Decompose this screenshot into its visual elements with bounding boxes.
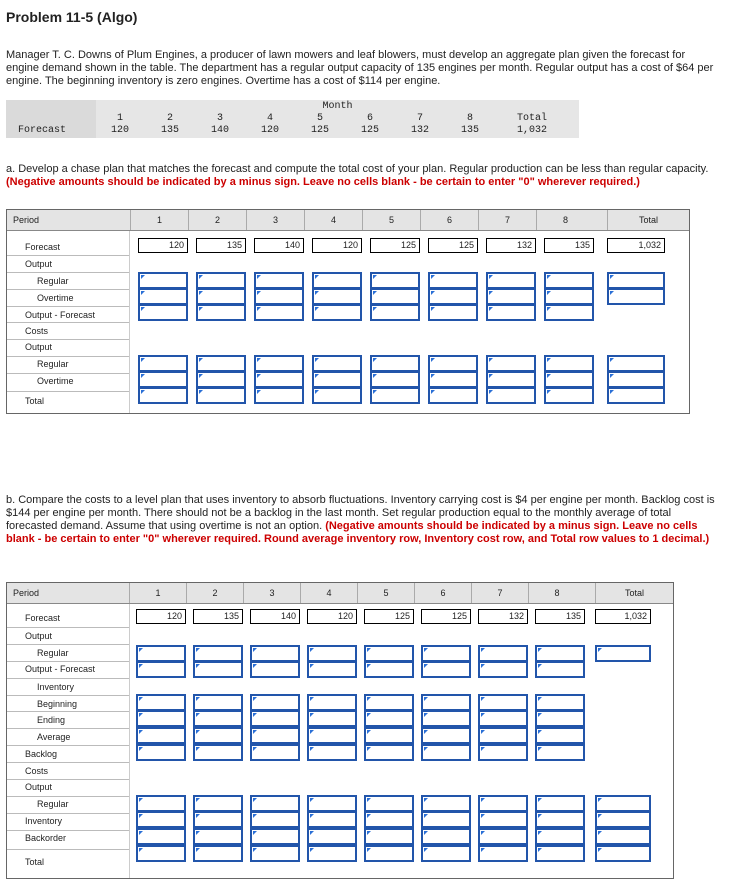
forecast-cell: 120 — [307, 609, 357, 624]
answer-input[interactable] — [307, 828, 357, 845]
answer-input[interactable] — [535, 795, 585, 812]
forecast-value: 132 — [410, 125, 429, 136]
answer-input[interactable] — [250, 795, 300, 812]
answer-input[interactable] — [254, 272, 304, 289]
answer-input[interactable] — [478, 645, 528, 662]
answer-input[interactable] — [544, 371, 594, 388]
answer-input[interactable] — [307, 661, 357, 678]
overtime-cost-label: Overtime — [37, 376, 74, 386]
total-input[interactable] — [607, 371, 665, 388]
period-number: 6 — [366, 113, 373, 124]
header-period-1: 1 — [129, 583, 186, 603]
answer-input[interactable] — [312, 288, 362, 305]
answer-input[interactable] — [535, 694, 585, 711]
answer-input[interactable] — [428, 387, 478, 404]
header-period-4: 4 — [304, 210, 362, 230]
total-input[interactable] — [607, 387, 665, 404]
forecast-value: 135 — [460, 125, 479, 136]
forecast-label: Forecast — [25, 613, 61, 623]
output-forecast-label: Output - Forecast — [25, 310, 96, 320]
answer-input[interactable] — [421, 727, 471, 744]
answer-input[interactable] — [544, 272, 594, 289]
answer-input[interactable] — [535, 845, 585, 862]
answer-input[interactable] — [364, 661, 414, 678]
answer-input[interactable] — [138, 288, 188, 305]
part-a-text: a. Develop a chase plan that matches the forecast and compute the total cost of your plan. Regular production can be less than regular capacity. (Negative amounts should be indicated by a minus sign. Leave no cells blank - be certain to enter "0" wherever required.) — [6, 163, 709, 188]
answer-input[interactable] — [370, 272, 420, 289]
answer-input[interactable] — [478, 795, 528, 812]
total-input[interactable] — [595, 811, 651, 828]
forecast-cell: 135 — [196, 238, 246, 253]
answer-input[interactable] — [544, 304, 594, 321]
answer-input[interactable] — [364, 710, 414, 727]
answer-input[interactable] — [364, 694, 414, 711]
answer-input[interactable] — [138, 272, 188, 289]
forecast-value: 125 — [360, 125, 379, 136]
header-period-5: 5 — [362, 210, 420, 230]
total-header: Total — [516, 113, 547, 124]
row-divider — [7, 779, 129, 780]
answer-input[interactable] — [136, 795, 186, 812]
costs-label: Costs — [25, 766, 49, 776]
answer-input[interactable] — [364, 727, 414, 744]
regular-label: Regular — [37, 276, 69, 286]
header-period: Period — [13, 588, 40, 598]
period-number: 1 — [116, 113, 123, 124]
header-total: Total — [595, 583, 673, 603]
ending-label: Ending — [37, 715, 66, 725]
answer-input[interactable] — [250, 845, 300, 862]
forecast-cell: 140 — [250, 609, 300, 624]
header-period-3: 3 — [243, 583, 300, 603]
backlog-label: Backlog — [25, 749, 58, 759]
answer-input[interactable] — [196, 355, 246, 372]
inventory-label: Inventory — [37, 682, 75, 692]
problem-title: Problem 11-5 (Algo) — [6, 9, 138, 25]
answer-input[interactable] — [307, 727, 357, 744]
forecast-cell: 125 — [428, 238, 478, 253]
answer-input[interactable] — [421, 811, 471, 828]
answer-input[interactable] — [370, 371, 420, 388]
forecast-cell: 120 — [136, 609, 186, 624]
answer-input[interactable] — [478, 811, 528, 828]
header-period-6: 6 — [414, 583, 471, 603]
answer-input[interactable] — [136, 661, 186, 678]
answer-input[interactable] — [421, 661, 471, 678]
row-divider — [7, 711, 129, 712]
answer-input[interactable] — [535, 710, 585, 727]
answer-input[interactable] — [421, 710, 471, 727]
header-period-8: 8 — [528, 583, 585, 603]
total-input[interactable] — [595, 828, 651, 845]
column-divider — [129, 231, 130, 413]
row-divider — [7, 678, 129, 679]
answer-input[interactable] — [193, 795, 243, 812]
row-divider — [7, 627, 129, 628]
forecast-cell: 125 — [364, 609, 414, 624]
header-period-7: 7 — [478, 210, 536, 230]
header-period-4: 4 — [300, 583, 357, 603]
total-label: Total — [25, 857, 45, 867]
answer-input[interactable] — [428, 288, 478, 305]
answer-input[interactable] — [478, 727, 528, 744]
answer-input[interactable] — [478, 710, 528, 727]
answer-input[interactable] — [370, 355, 420, 372]
answer-input[interactable] — [254, 288, 304, 305]
part-b-text: b. Compare the costs to a level plan that uses inventory to absorb fluctuations. Inventory carrying cost is $4 per engine per month. Backlog cost is $144 per engine per month. There should not be a backlog in the last month. Set regular production equal to the monthly average of total forecasted demand. Assume that using overtime is not an option. (Negative amounts should be indicated by a minus sign. Leave no cells blank - be certain to enter "0" wherever required. Round average inventory row, Inventory cost row, and Total row values to 1 decimal.) — [6, 494, 715, 545]
answer-input[interactable] — [312, 371, 362, 388]
regular-cost-label: Regular — [37, 799, 69, 809]
period-number: 7 — [416, 113, 423, 124]
forecast-total-cell: 1,032 — [595, 609, 651, 624]
row-divider — [7, 796, 129, 797]
answer-input[interactable] — [364, 645, 414, 662]
answer-input[interactable] — [421, 744, 471, 761]
answer-input[interactable] — [254, 355, 304, 372]
answer-input[interactable] — [193, 828, 243, 845]
answer-input[interactable] — [136, 811, 186, 828]
answer-input[interactable] — [138, 371, 188, 388]
answer-input[interactable] — [370, 288, 420, 305]
answer-input[interactable] — [535, 645, 585, 662]
total-input[interactable] — [595, 845, 651, 862]
answer-input[interactable] — [138, 304, 188, 321]
answer-input[interactable] — [535, 828, 585, 845]
answer-input[interactable] — [250, 828, 300, 845]
forecast-table — [6, 100, 579, 138]
row-divider — [7, 272, 129, 273]
row-divider — [7, 813, 129, 814]
period-number: 5 — [316, 113, 323, 124]
chase-plan-table — [6, 209, 690, 414]
costs-label: Costs — [25, 326, 49, 336]
header-period-7: 7 — [471, 583, 528, 603]
answer-input[interactable] — [421, 828, 471, 845]
answer-input[interactable] — [421, 694, 471, 711]
answer-input[interactable] — [486, 304, 536, 321]
row-divider — [7, 322, 129, 323]
answer-input[interactable] — [193, 645, 243, 662]
answer-input[interactable] — [196, 272, 246, 289]
output-label: Output — [25, 259, 53, 269]
answer-input[interactable] — [250, 645, 300, 662]
answer-input[interactable] — [478, 828, 528, 845]
answer-input[interactable] — [136, 744, 186, 761]
answer-input[interactable] — [364, 845, 414, 862]
answer-input[interactable] — [307, 710, 357, 727]
answer-input[interactable] — [312, 355, 362, 372]
total-input[interactable] — [607, 288, 665, 305]
answer-input[interactable] — [307, 744, 357, 761]
total-input[interactable] — [607, 272, 665, 289]
answer-input[interactable] — [486, 355, 536, 372]
row-divider — [7, 255, 129, 256]
answer-input[interactable] — [421, 795, 471, 812]
answer-input[interactable] — [196, 288, 246, 305]
header-period-2: 2 — [186, 583, 243, 603]
total-input[interactable] — [595, 645, 651, 662]
answer-input[interactable] — [193, 845, 243, 862]
row-divider — [7, 695, 129, 696]
overtime-label: Overtime — [37, 293, 74, 303]
column-divider — [129, 604, 130, 878]
answer-input[interactable] — [193, 710, 243, 727]
answer-input[interactable] — [136, 845, 186, 862]
answer-input[interactable] — [478, 661, 528, 678]
total-input[interactable] — [607, 355, 665, 372]
answer-input[interactable] — [535, 744, 585, 761]
answer-input[interactable] — [250, 811, 300, 828]
forecast-total: 1,032 — [516, 125, 547, 136]
answer-input[interactable] — [250, 694, 300, 711]
header-total: Total — [607, 210, 689, 230]
row-divider — [7, 644, 129, 645]
answer-input[interactable] — [364, 811, 414, 828]
answer-input[interactable] — [136, 694, 186, 711]
answer-input[interactable] — [250, 727, 300, 744]
output-label: Output — [25, 631, 53, 641]
period-number: 4 — [266, 113, 273, 124]
answer-input[interactable] — [136, 710, 186, 727]
header-period-3: 3 — [246, 210, 304, 230]
answer-input[interactable] — [486, 272, 536, 289]
header-period: Period — [13, 215, 40, 225]
answer-input[interactable] — [193, 727, 243, 744]
regular-cost-label: Regular — [37, 359, 69, 369]
answer-input[interactable] — [478, 694, 528, 711]
answer-input[interactable] — [421, 645, 471, 662]
forecast-value: 120 — [110, 125, 129, 136]
answer-input[interactable] — [428, 304, 478, 321]
answer-input[interactable] — [193, 694, 243, 711]
output-forecast-label: Output - Forecast — [25, 664, 96, 674]
forecast-cell: 132 — [478, 609, 528, 624]
answer-input[interactable] — [250, 661, 300, 678]
answer-input[interactable] — [307, 845, 357, 862]
forecast-cell: 125 — [370, 238, 420, 253]
answer-input[interactable] — [364, 795, 414, 812]
forecast-total-cell: 1,032 — [607, 238, 665, 253]
header-period-5: 5 — [357, 583, 414, 603]
answer-input[interactable] — [364, 828, 414, 845]
regular-label: Regular — [37, 648, 69, 658]
answer-input[interactable] — [254, 387, 304, 404]
answer-input[interactable] — [364, 744, 414, 761]
answer-input[interactable] — [544, 387, 594, 404]
forecast-value: 120 — [260, 125, 279, 136]
forecast-value: 125 — [310, 125, 329, 136]
total-label: Total — [25, 396, 45, 406]
answer-input[interactable] — [307, 694, 357, 711]
answer-input[interactable] — [486, 371, 536, 388]
beginning-label: Beginning — [37, 699, 78, 709]
forecast-cell: 120 — [312, 238, 362, 253]
row-divider — [7, 728, 129, 729]
inventory-cost-label: Inventory — [25, 816, 63, 826]
answer-input[interactable] — [307, 795, 357, 812]
forecast-cell: 135 — [535, 609, 585, 624]
forecast-label: Forecast — [25, 242, 61, 252]
answer-input[interactable] — [535, 727, 585, 744]
answer-input[interactable] — [486, 288, 536, 305]
forecast-cell: 132 — [486, 238, 536, 253]
answer-input[interactable] — [138, 387, 188, 404]
period-number: 2 — [166, 113, 173, 124]
answer-input[interactable] — [136, 727, 186, 744]
answer-input[interactable] — [428, 371, 478, 388]
forecast-value: 135 — [160, 125, 179, 136]
forecast-cell: 120 — [138, 238, 188, 253]
total-input[interactable] — [595, 795, 651, 812]
forecast-cell: 135 — [193, 609, 243, 624]
answer-input[interactable] — [193, 661, 243, 678]
answer-input[interactable] — [478, 744, 528, 761]
header-period-6: 6 — [420, 210, 478, 230]
answer-input[interactable] — [428, 272, 478, 289]
output-cost-label: Output — [25, 782, 53, 792]
answer-input[interactable] — [478, 845, 528, 862]
row-divider — [7, 339, 129, 340]
forecast-row-label: Forecast — [18, 125, 67, 136]
answer-input[interactable] — [193, 744, 243, 761]
forecast-cell: 140 — [254, 238, 304, 253]
month-label: Month — [322, 101, 353, 112]
row-divider — [7, 391, 129, 392]
answer-input[interactable] — [312, 304, 362, 321]
row-divider — [7, 745, 129, 746]
answer-input[interactable] — [254, 371, 304, 388]
header-period-2: 2 — [188, 210, 246, 230]
row-divider — [7, 849, 129, 850]
row-divider — [7, 306, 129, 307]
answer-input[interactable] — [136, 645, 186, 662]
row-divider — [7, 661, 129, 662]
row-divider — [7, 373, 129, 374]
period-number: 8 — [466, 113, 473, 124]
period-number: 3 — [216, 113, 223, 124]
header-period-1: 1 — [130, 210, 188, 230]
answer-input[interactable] — [250, 710, 300, 727]
answer-input[interactable] — [370, 387, 420, 404]
answer-input[interactable] — [196, 304, 246, 321]
answer-input[interactable] — [544, 288, 594, 305]
answer-input[interactable] — [136, 828, 186, 845]
answer-input[interactable] — [307, 645, 357, 662]
output-cost-label: Output — [25, 342, 53, 352]
answer-input[interactable] — [307, 811, 357, 828]
average-label: Average — [37, 732, 71, 742]
answer-input[interactable] — [254, 304, 304, 321]
row-divider — [7, 356, 129, 357]
forecast-cell: 125 — [421, 609, 471, 624]
answer-input[interactable] — [250, 744, 300, 761]
answer-input[interactable] — [196, 387, 246, 404]
answer-input[interactable] — [544, 355, 594, 372]
answer-input[interactable] — [196, 371, 246, 388]
forecast-value: 140 — [210, 125, 229, 136]
row-divider — [7, 762, 129, 763]
answer-input[interactable] — [421, 845, 471, 862]
answer-input[interactable] — [193, 811, 243, 828]
level-plan-table — [6, 582, 674, 879]
answer-input[interactable] — [428, 355, 478, 372]
row-divider — [7, 830, 129, 831]
backorder-cost-label: Backorder — [25, 833, 67, 843]
answer-input[interactable] — [370, 304, 420, 321]
answer-input[interactable] — [312, 272, 362, 289]
forecast-cell: 135 — [544, 238, 594, 253]
answer-input[interactable] — [486, 387, 536, 404]
answer-input[interactable] — [535, 811, 585, 828]
header-period-8: 8 — [536, 210, 594, 230]
answer-input[interactable] — [138, 355, 188, 372]
answer-input[interactable] — [535, 661, 585, 678]
answer-input[interactable] — [312, 387, 362, 404]
row-divider — [7, 289, 129, 290]
intro-text: Manager T. C. Downs of Plum Engines, a producer of lawn mowers and leaf blowers, must develop an aggregate plan given the forecast for engine demand shown in the table. The department has a regular output capacity of 135 engines per month. Regular output has a cost of $64 per engine. The beginning inventory is zero engines. Overtime has a cost of $114 per engine. — [6, 49, 714, 87]
